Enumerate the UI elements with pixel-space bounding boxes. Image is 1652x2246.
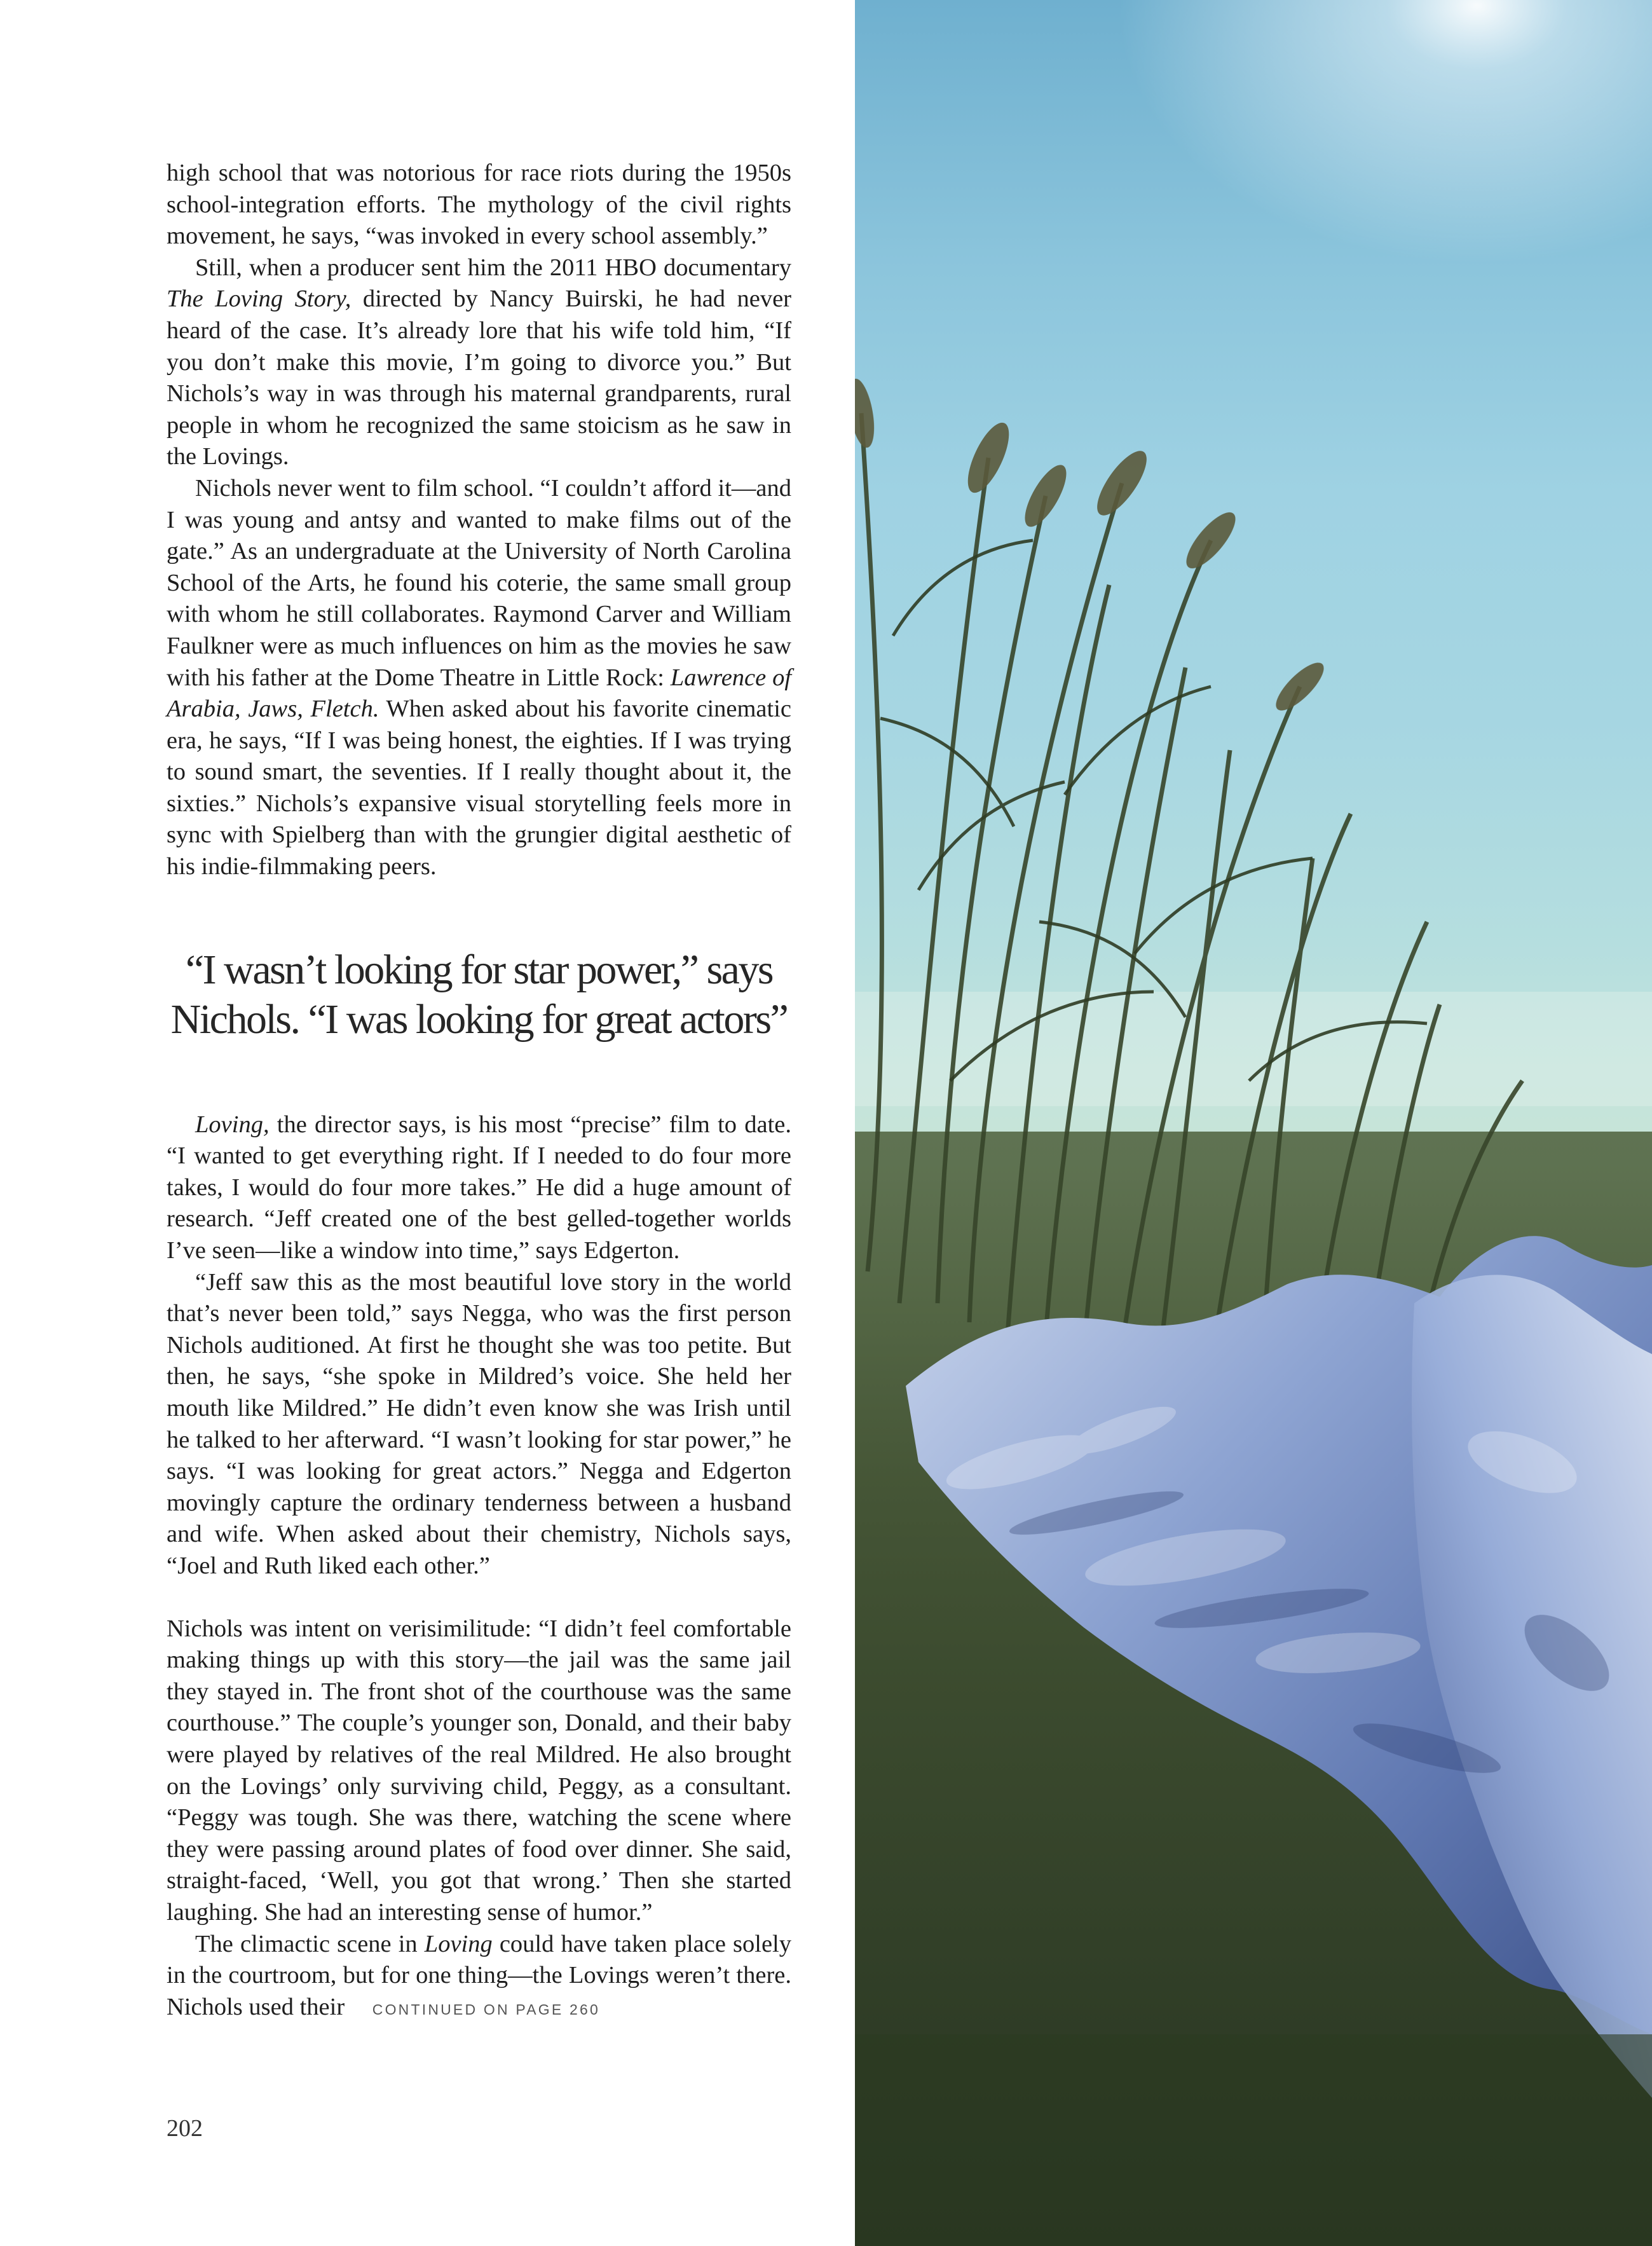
paragraph-5: “Jeff saw this as the most beautiful love story in the world that’s never been told,” says Negga, who was the first person Nichols auditioned. At first he thought she was too petite. But then, he says, “she spoke in Mildred’s voice. She held her mouth like Mildred.” He didn’t even know she was Irish until he talked to her afterward. “I wasn’t looking for star power,” he says. “I was looking for great actors.” Negga and Edgerton movingly capture the ordinary tenderness between a husband and wife. When asked about their chemistry, Nichols says, “Joel and Ruth liked each other.” bbox=[167, 1268, 791, 1579]
paragraph-6: Nichols was intent on verisimilitude: “I didn’t feel comfortable making things up with this story—the jail was the same jail they stayed in. The front shot of the courthouse was the same courthouse.” The couple’s younger son, Donald, and their baby were played by relatives of the real Mildred. He also brought on the Lovings’ only surviving child, Peggy, as a consultant. “Peggy was tough. She was there, watching the scene where they were passing around plates of food over dinner. She said, straight-faced, ‘Well, you got that wrong.’ Then she started laughing. She had an interesting sense of humor.” bbox=[167, 1615, 791, 1926]
article-text-column bbox=[167, 158, 791, 2025]
paragraph-1: high school that was notorious for race riots during the 1950s school-integration efforts. The mythology of the civil rights movement, he says, “was invoked in every school assembly.” bbox=[167, 160, 791, 250]
continued-on-page-label: CONTINUED ON PAGE 260 bbox=[372, 2001, 600, 2018]
paragraph-4: Loving, the director says, is his most “precise” film to date. “I wanted to get everything right. If I needed to do four more takes, I would do four more takes.” He did a huge amount of research. “Jeff created one of the best gelled-together worlds I’ve seen—like a window into time,” says Edgerton. bbox=[167, 1111, 791, 1264]
paragraph-7: The climactic scene in Loving could have taken place solely in the courtroom, but for one thing—the Lovings weren’t there. Nichols used their CONTINUED ON PAGE 260 bbox=[167, 1930, 791, 2020]
reeds-and-fabric-photo bbox=[855, 0, 1652, 2246]
paragraph-2: Still, when a producer sent him the 2011 HBO documentary The Loving Story, directed by Nancy Buirski, he had never heard of the case. It’s already lore that his wife told him, “If you don’t make this movie, I’m going to divorce you.” But Nichols’s way in was through his maternal grandparents, rural people in whom he recognized the same stoicism as he saw in the Lovings. bbox=[167, 254, 791, 470]
pull-quote: “I wasn’t looking for star power,” says Nichols. “I was looking for great actors” bbox=[170, 946, 788, 1043]
page-number: 202 bbox=[167, 2115, 203, 2142]
paragraph-3: Nichols never went to film school. “I couldn’t afford it—and I was young and antsy and wanted to make films out of the gate.” As an undergraduate at the University of North Carolina School of the Arts, he found his coterie, the same small group with whom he still collaborates. Raymond Carver and William Faulkner were as much influences on him as the movies he saw with his father at the Dome Theatre in Little Rock: Lawrence of Arabia, Jaws, Fletch. When asked about his favorite cinematic era, he says, “If I was being honest, the eighties. If I was trying to sound smart, the seventies. If I really thought about it, the sixties.” Nichols’s expansive visual storytelling feels more in sync with Spielberg than with the grungier digital aesthetic of his indie-filmmaking peers. bbox=[167, 474, 792, 880]
